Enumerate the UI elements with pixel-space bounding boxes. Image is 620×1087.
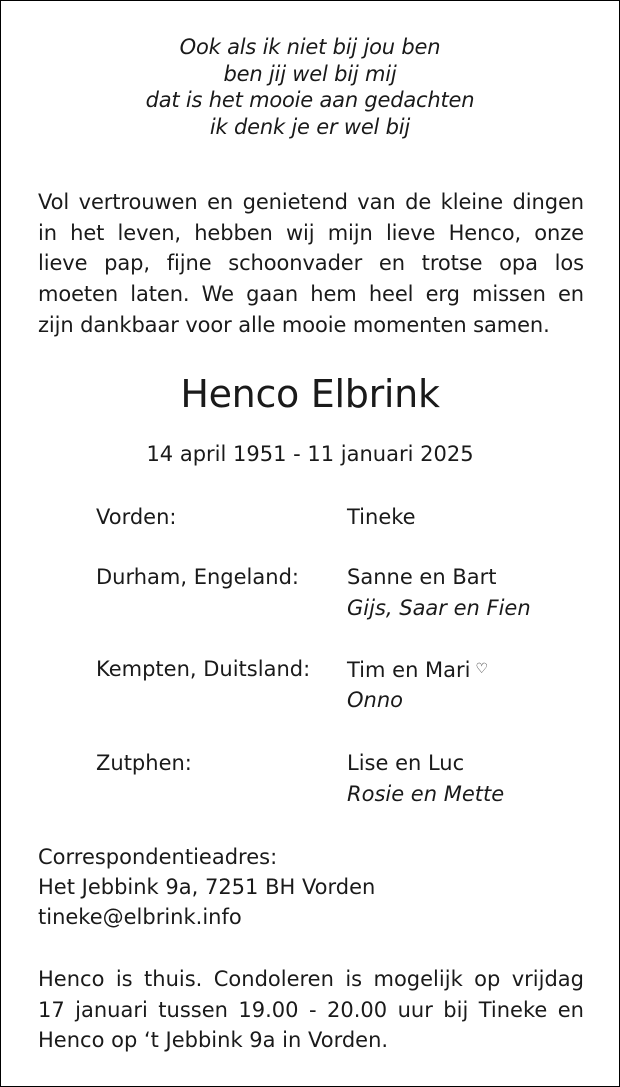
intro-line: zijn dankbaar voor alle mooie momenten samen. — [38, 312, 550, 337]
life-dates: 14 april 1951 - 11 januari 2025 — [146, 442, 474, 466]
poem-line: Ook als ik niet bij jou ben — [179, 35, 441, 59]
condolence-notice — [38, 964, 584, 1056]
correspondence-block — [38, 842, 375, 932]
poem-line: ben jij wel bij mij — [223, 61, 397, 86]
family-place: Kempten, Duitsland: — [96, 657, 311, 681]
intro-line: Vol vertrouwen en genietend van de kleine dingen — [38, 190, 584, 214]
poem-line: ik denk je er wel bij — [209, 114, 411, 139]
grandchildren-names: Rosie en Mette — [347, 782, 505, 806]
correspondence-label: Correspondentieadres: — [38, 845, 278, 869]
family-names: Tim en Mari — [347, 658, 471, 682]
intro-paragraph — [38, 187, 584, 341]
family-names: Lise en Luc — [347, 751, 465, 775]
poem-line: dat is het mooie aan gedachten — [145, 88, 475, 112]
family-place: Zutphen: — [96, 751, 192, 775]
notice-line: Henco is thuis. Condoleren is mogelijk op vrijdag — [38, 967, 584, 991]
notice-line: 17 januari tussen 19.00 - 20.00 uur bij Tineke en — [38, 997, 584, 1022]
poem — [1, 34, 619, 140]
intro-line: lieve pap, fijne schoonvader en trotse opa los — [38, 251, 584, 276]
intro-line: moeten laten. We gaan hem heel erg missen en — [38, 282, 584, 307]
family-names-with-heart — [347, 654, 488, 686]
correspondence-email: tineke@elbrink.info — [38, 905, 242, 929]
family-place: Durham, Engeland: — [96, 565, 299, 589]
grandchildren-names: Gijs, Saar en Fien — [347, 596, 531, 620]
grandchildren-names: Onno — [347, 688, 403, 712]
family-names: Sanne en Bart — [347, 565, 497, 589]
deceased-name: Henco Elbrink — [180, 372, 440, 416]
family-names: Tineke — [347, 505, 416, 529]
family-place: Vorden: — [96, 505, 177, 529]
correspondence-address: Het Jebbink 9a, 7251 BH Vorden — [38, 875, 376, 899]
heart-icon: ♡ — [475, 661, 489, 677]
notice-line: Henco op ‘t Jebbink 9a in Vorden. — [38, 1028, 389, 1052]
intro-line: in het leven, hebben wij mijn lieve Henco, onze — [38, 220, 584, 245]
